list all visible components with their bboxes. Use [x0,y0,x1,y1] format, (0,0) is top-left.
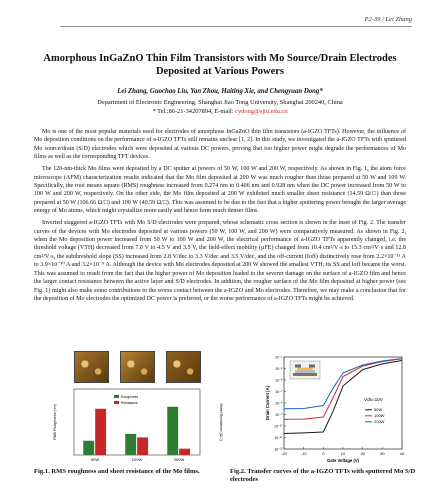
fig1-legend-roughness: Roughness [121,395,139,399]
fig1-legend-resistance: Resistance [121,401,138,405]
fig2-y-label: Drain Current (A) [265,386,270,420]
fig2-y-tick: 10⁻¹¹ [274,435,283,440]
inset-substrate [293,373,317,376]
fig2-inset-schematic [290,361,320,379]
fig2-y-tick: 10⁻⁴ [275,355,283,360]
figure-1-caption: Fig.1. RMS roughness and sheet resistance of the Mo films. [34,468,200,475]
figure-1 [50,349,230,464]
affiliation: Department of Electronic Engineering, Shanghai Jiao Tong University, Shanghai 200240, China [97,99,343,106]
fig1-y-left-label: RMS Roughness (nm) [53,404,57,440]
contact-prefix: * Tel.:86-21-34207894, E-mail: [152,107,236,115]
header-rule [60,26,412,27]
fig2-y-tick: 10⁻⁸ [275,401,283,406]
fig1-bar-roughness-100W [125,434,136,455]
fig2-x-tick: 40 [399,451,405,456]
fig2-legend-50W: 50W [374,407,383,412]
fig2-x-tick: 20 [360,451,365,456]
paper-title: Amorphous InGaZnO Thin Film Transistors with Mo Source/Drain Electrodes Deposited at Various Powers [43,53,397,77]
fig2-x-tick: 0 [322,451,325,456]
fig1-x-tick-50W: 50W [90,457,100,462]
fig2-y-tick: 10⁻⁹ [275,412,283,417]
fig1-x-tick-200W: 200W [173,457,185,462]
paragraph-tft-results: Inverted staggered a-IGZO TFTs with Mo S/D electrodes were prepared, whose schematic cross section is shown in the inset of Fig. 2. The transfer curves of the devices with Mo electrodes deposited at various powers (50 W, 100 W, and 200 W) were comparatively measured. As shown in Fig. 2, when the Mo deposition power increased from 50 W to 100 W and 200 W, the electrical performance of a-IGZO TFTs apparently changed, i.e. the threshold voltage (VTH) decreased from 7.0 V to 4.5 V and 3.5 V, the field-effect mobility (μFE) changed from 10.4 cm²/V·s to 15.3 cm²/V·s and 12.8 cm²/V·s, the subthreshold slope (SS) increased from 2.8 V/dec to 3.3 V/dec and 3.5 V/dec, and the off-current (Ioff) distinctively rose from 2.2×10⁻¹¹ A to 3.9×10⁻¹⁰ A and 3.2×10⁻⁹ A. Although the device with Mo electrodes deposited at 200 W showed the smallest VTH, its SS and Ioff became the worst. This was assumed to result from the fact that the higher power of Mo deposition leaded to the severer damage on the surface of a-IGZO film and hence the larger contact resistance between the active layer and S/D electrodes. In addition, the rougher surface of the Mo film deposited at higher power (see Fig. 1) might also make some contributions to the worse contact between the a-IGZO and Mo electrodes. Therefore, we may make a conclusion that for the deposition of Mo electrodes the optimized DC power is preferred, or the worse performance of a-IGZO TFTs might be achieved. [34,220,406,303]
fig2-legend-200W: 200W [374,419,385,424]
fig2-y-tick: 10⁻¹² [274,447,283,452]
email-link[interactable]: cydong@sjtu.edu.cn [235,107,288,115]
paper-authors: Lei Zhang, Guochao Liu, Yan Zhou, Haiting Xie, and Chengyuan Dong* [117,88,323,95]
fig1-legend-swatch-resistance [114,401,119,404]
fig1-y-right-label: Sheet Resistance (Ω/□) [219,403,223,441]
inset-igzo-layer [297,368,313,371]
fig1-x-tick-100W: 100W [131,457,143,462]
fig2-x-tick: -20 [281,451,287,456]
fig1-bar-resistance-200W [179,449,190,455]
figure-2-caption: Fig.2. Transfer curves of the a-IGZO TFTs with sputtered Mo S/D electrodes [230,468,416,484]
fig2-legend-100W: 100W [374,413,385,418]
fig2-x-tick: 30 [380,451,385,456]
fig2-y-tick: 10⁻⁶ [275,378,283,383]
fig2-y-tick: 10⁻¹⁰ [273,424,283,429]
running-head: P2-39 / Lei Zhang [364,16,412,23]
affiliation-block [40,99,400,116]
contact-line [40,108,400,117]
fig2-x-tick: -10 [300,451,307,456]
fig1-bar-roughness-50W [83,441,94,455]
fig2-vds-label: Vds=10V [364,397,383,402]
body-text [34,128,406,307]
fig1-bar-resistance-100W [137,437,148,455]
paragraph-intro: Mo is one of the most popular materials used for electrodes of amorphous InGaZnO thin film transistors (a-IGZO TFTs). However, the influence of Mo deposition conditions on the performance of a-IGZO TFTs still remains unclear [1, 2]. In this study, we investigated the a-IGZO TFTs with sputtered Mo source/drain (S/D) electrodes which were deposited at various DC powers, proving that too higher power might degrade the performances of Mo films as well as the corresponding TFT devices. [34,129,406,161]
inset-gate-insulator [295,370,315,373]
inset-source [295,365,301,368]
figures-row [34,349,406,464]
figure-2-chart [264,351,412,464]
fig2-x-tick: 10 [340,451,346,456]
fig2-y-tick: 10⁻⁷ [275,389,283,394]
fig2-y-tick: 10⁻⁵ [275,366,283,371]
fig2-x-label: Gate Voltage (V) [326,458,360,463]
paragraph-mo-films: The 120-nm-thick Mo films were deposited by a DC sputter at powers of 50 W, 100 W and 200 W, respectively. As shown in Fig. 1, the atom force microscope (AFM) characterization results indicated that the Mo film deposited at 200 W was much rougher than those prepared at 50 W and 100 W. Specifically, the root means square (RMS) roughness increased from 0.274 nm to 0.406 nm and 0.928 nm when the DC power increased from 50 W to 100 W and 200 W, respectively. On the other side, the Mo film deposited at 200 W exhibited much smaller sheet resistance (14.59 Ω/□) than those prepared at 50 W (106.66 Ω/□) and 100 W (40.59 Ω/□). This was assumed to be due to the fact that a higher sputtering power brought the larger average energy of Mo atoms, which might crystallize more easily and hence form much denser films. [34,166,406,215]
inset-drain [309,365,315,368]
figure-1-chart [50,349,230,464]
fig1-legend-swatch-roughness [114,395,119,398]
figure-2 [264,351,412,464]
fig1-bar-roughness-200W [167,407,178,455]
fig1-bar-resistance-50W [95,409,106,455]
